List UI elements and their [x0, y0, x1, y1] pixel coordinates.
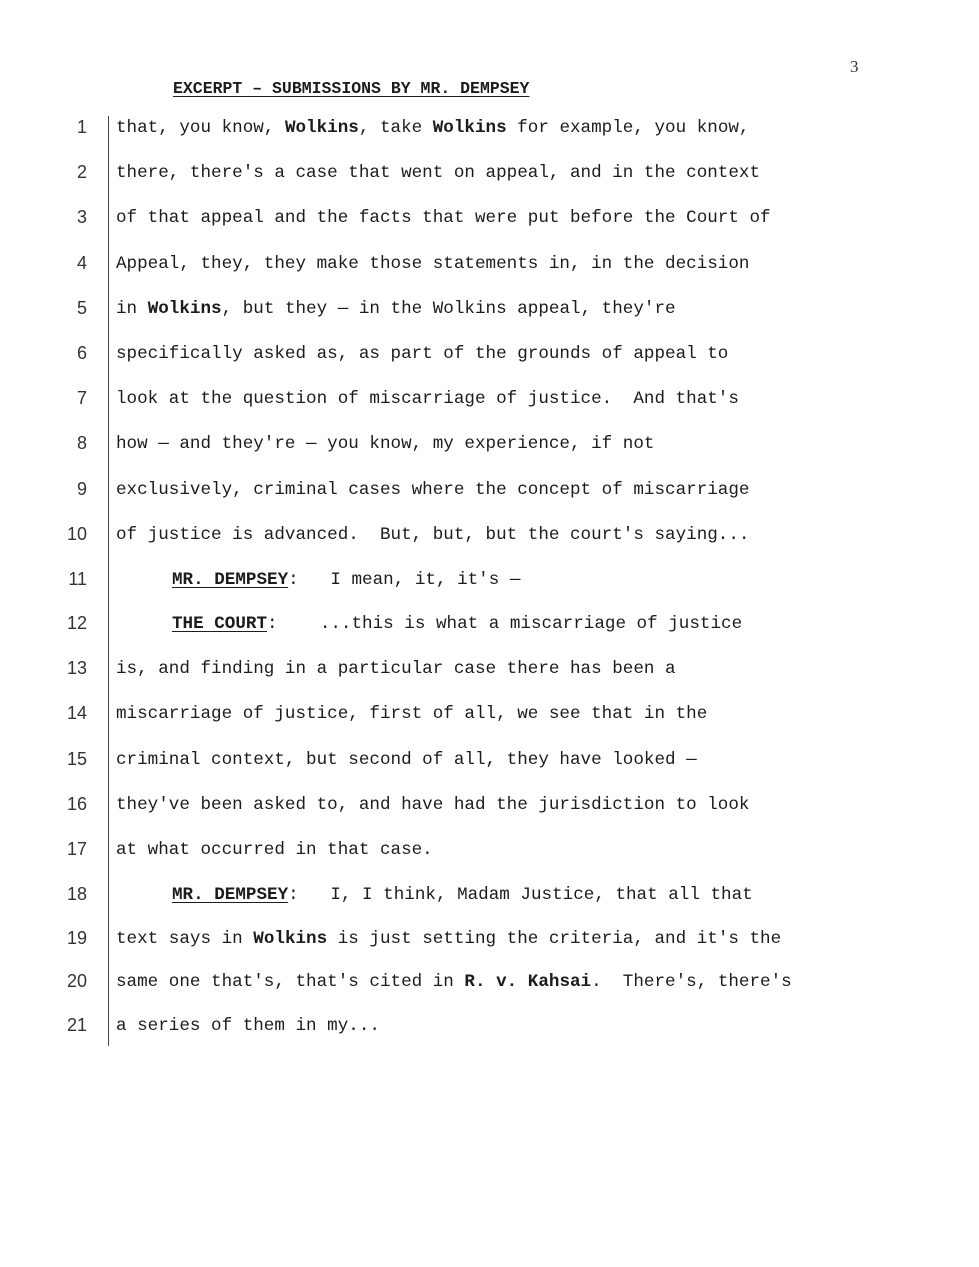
line-number: 20 [66, 971, 87, 991]
transcript-line [172, 885, 753, 905]
transcript-line [116, 1016, 380, 1036]
line-number: 18 [66, 884, 87, 904]
line-segment: criminal context, but second of all, they have looked — [116, 750, 697, 770]
line-segment: is just setting the criteria, and it's the [327, 929, 782, 949]
line-segment: same one that's, that's cited in [116, 972, 465, 992]
line-number: 7 [76, 388, 87, 408]
line-number: 16 [66, 794, 87, 814]
line-number: 5 [76, 298, 87, 318]
speaker-label: THE COURT [172, 614, 268, 634]
speaker-label: MR. DEMPSEY [172, 885, 289, 905]
case-name: Wolkins [147, 299, 222, 319]
line-segment: exclusively, criminal cases where the concept of miscarriage [116, 480, 750, 500]
line-number: 13 [66, 658, 87, 678]
case-name: Wolkins [253, 929, 328, 949]
line-segment: that, you know, [116, 118, 285, 138]
line-number: 8 [76, 433, 87, 453]
case-name: R. v. Kahsai [464, 972, 592, 992]
line-number: 3 [76, 207, 87, 227]
line-number: 17 [66, 839, 87, 859]
case-name: Wolkins [284, 118, 359, 138]
transcript-line [116, 795, 749, 815]
line-segment: : I mean, it, it's — [288, 570, 521, 590]
line-number: 21 [66, 1015, 87, 1035]
transcript-line [116, 389, 739, 409]
transcript-line [172, 614, 742, 634]
line-segment: there, there's a case that went on appeal, and in the context [116, 163, 761, 183]
line-segment: of justice is advanced. But, but, but the court's saying... [116, 525, 750, 545]
line-segment: specifically asked as, as part of the grounds of appeal to [116, 344, 729, 364]
transcript-line [116, 163, 760, 183]
line-segment: look at the question of miscarriage of justice. And that's [116, 389, 739, 409]
transcript-line [116, 480, 749, 500]
line-number: 2 [76, 162, 87, 182]
transcript-line [116, 840, 433, 860]
line-segment: text says in [116, 929, 254, 949]
line-segment: in [116, 299, 148, 319]
line-number: 6 [76, 343, 87, 363]
line-number: 1 [76, 117, 87, 137]
page-number: 3 [850, 57, 859, 76]
line-segment: , but they — in the Wolkins appeal, they're [221, 299, 676, 319]
line-number: 11 [68, 569, 87, 589]
transcript-line [116, 929, 781, 949]
line-segment: miscarriage of justice, first of all, we see that in the [116, 704, 708, 724]
case-name: Wolkins [432, 118, 507, 138]
transcript-line [172, 570, 520, 590]
transcript-line [116, 659, 676, 679]
transcript-line [116, 118, 750, 138]
line-number: 15 [66, 749, 87, 769]
line-number: 19 [66, 928, 87, 948]
transcript-line [116, 750, 697, 770]
transcript-line [116, 208, 771, 228]
line-number: 4 [76, 253, 87, 273]
line-number: 12 [66, 613, 87, 633]
transcript-line [116, 344, 728, 364]
transcript-line [116, 254, 749, 274]
speaker-label: MR. DEMPSEY [172, 570, 289, 590]
line-segment: , take [358, 118, 433, 138]
line-segment: of that appeal and the facts that were put before the Court of [116, 208, 771, 228]
transcript-line [116, 525, 749, 545]
line-segment: is, and finding in a particular case there has been a [116, 659, 676, 679]
line-segment: how — and they're — you know, my experience, if not [116, 434, 655, 454]
transcript-line [116, 972, 792, 992]
line-number: 10 [66, 524, 87, 544]
line-segment: for example, you know, [506, 118, 750, 138]
line-number: 14 [66, 703, 87, 723]
margin-rule [108, 116, 109, 1046]
transcript-line [116, 704, 707, 724]
line-segment: : I, I think, Madam Justice, that all that [288, 885, 753, 905]
transcript-line [116, 434, 654, 454]
line-segment: at what occurred in that case. [116, 840, 433, 860]
excerpt-heading: EXCERPT – SUBMISSIONS BY MR. DEMPSEY [173, 79, 530, 98]
line-segment: : ...this is what a miscarriage of justice [267, 614, 743, 634]
transcript-line [116, 299, 676, 319]
line-segment: . There's, there's [591, 972, 792, 992]
line-segment: Appeal, they, they make those statements in, in the decision [116, 254, 750, 274]
line-segment: a series of them in my... [116, 1016, 380, 1036]
line-segment: they've been asked to, and have had the jurisdiction to look [116, 795, 750, 815]
line-number: 9 [76, 479, 87, 499]
